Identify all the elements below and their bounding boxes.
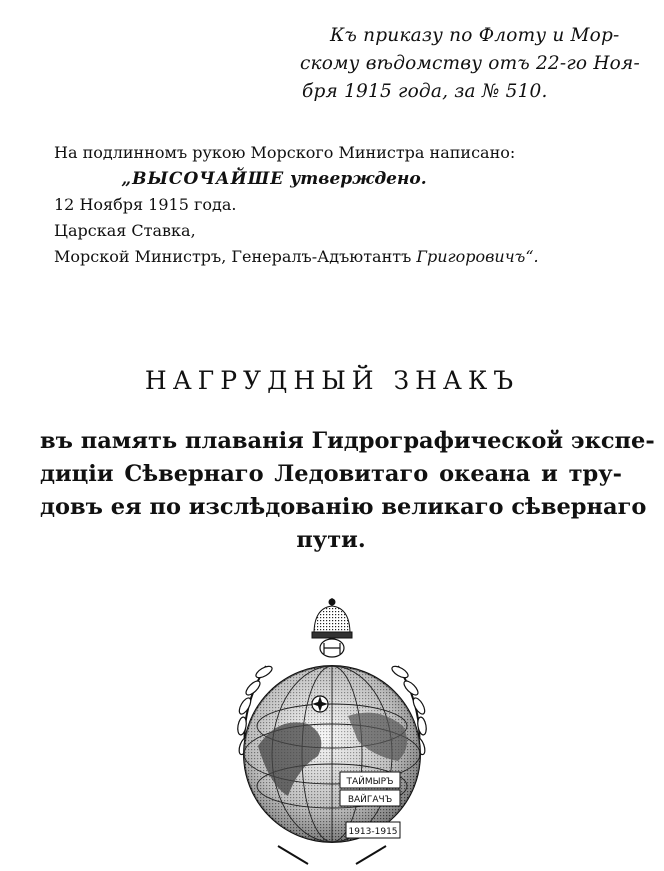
badge-years: 1913-1915 [348, 827, 398, 837]
note-signer: Морской Министръ, Генералъ-Адъютантъ [54, 247, 412, 266]
badge-illustration [218, 596, 446, 868]
crossed-anchors-icon [278, 846, 386, 864]
subtitle-line-1: въ память плаванія Гидрографической экспе- [40, 428, 655, 454]
approval-rest: утверждено. [290, 169, 427, 189]
note-place: Царская Ставка, [54, 221, 196, 240]
subtitle-line-2: диціи Сѣвернаго Ледовитаго океана и тру- [40, 461, 622, 487]
note-signature: Григоровичъ“. [416, 247, 539, 266]
note-intro: На подлинномъ рукою Морского Министра написано: [54, 143, 516, 162]
order-reference [300, 22, 640, 106]
approval-caps: „ВЫСОЧАЙШЕ [121, 169, 285, 189]
order-reference-line-3: бря 1915 года, за № 510. [302, 81, 548, 102]
order-reference-line-1: Къ приказу по Флоту и Мор- [330, 25, 620, 46]
crown-icon [312, 598, 352, 638]
globe-icon [244, 666, 420, 842]
page-title: НАГРУДНЫЙ ЗНАКЪ [144, 366, 520, 395]
subtitle-line-4: пути. [296, 527, 366, 553]
approval-phrase [64, 166, 484, 192]
approval-note [54, 140, 634, 270]
badge-text-line-2: ВАЙГАЧЪ [347, 795, 393, 805]
note-signer-line [54, 244, 634, 270]
order-reference-line-2: скому вѣдомству отъ 22-го Ноя- [300, 53, 640, 74]
note-date: 12 Ноября 1915 года. [54, 195, 237, 214]
subtitle-line-3: довъ ея по изслѣдованію великаго сѣвернаго [40, 494, 647, 520]
subtitle [40, 425, 655, 557]
badge-text-line-1: ТАЙМЫРЪ [346, 777, 394, 787]
monogram-icon [320, 639, 344, 657]
